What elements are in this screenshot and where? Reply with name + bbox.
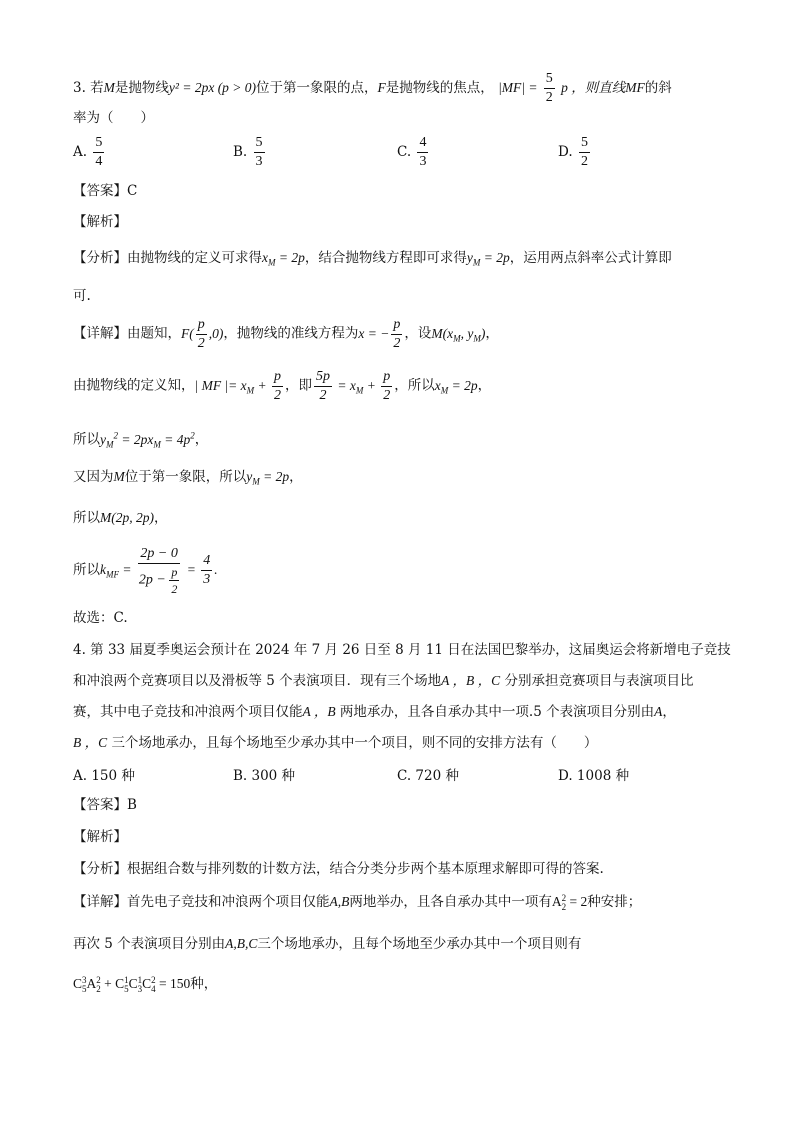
math-M-coords: $M(x_M$, $y_M$) [431,325,486,344]
math-M: M [103,80,115,95]
frac-den: 3 [255,154,263,169]
q3-detail-line-1: 【详解】由题知，F( $\frac{p}{2}$ ,0)，抛物线的准线方程为x = − $\frac{p}{2}$ ，设$M(x_M$, $y_M$)， [73,317,499,351]
frac-num: 5p [314,370,332,387]
math-xM-eq: $x_M = 2p$ [262,250,305,268]
q4-stem-line-4 [73,733,597,753]
math-A22: A 2 2 = 2 [551,892,588,912]
math-AB: A,B [329,894,350,909]
q3-text-1: 是抛物线 [114,80,169,96]
text: 两地举办，且各自承办其中一项有 [349,894,552,910]
math-xM-2p: $x_M = 2p$ [434,377,478,396]
math-F-point: F( $\frac{p}{2}$ ,0) [181,317,224,351]
math-F: F [377,80,386,95]
q3-option-a [73,136,106,169]
frac-den: 2p − $\frac{p}{2}$ [138,564,178,596]
text: ，结合抛物线方程即可求得 [304,250,467,266]
q3-option-d [558,136,592,169]
math-yM-2p: $y_M = 2p$ [246,469,290,487]
q4-stem-line-1: 4. 第 33 届夏季奥运会预计在 2024 年 7 月 26 日至 8 月 11 日在法国巴黎举办，这届奥运会将新增电子竞技 [73,642,731,658]
q3-detail-line-6 [73,544,218,601]
text: 所以 [73,431,100,448]
math-yM-eq: $y_M = 2p$ [466,250,510,268]
math-yM2: $y_M^2 = 2px_M = 4p^2$ [100,430,195,450]
option-fraction [93,136,104,169]
frac-den: 3 [203,572,211,588]
q3-option-c [397,136,430,169]
q4-option-b: B. 300 种 [233,768,296,784]
q3-stem-line-1 [73,72,672,105]
frac [169,566,179,595]
math-directrix: x = − $\frac{p}{2}$ [358,317,401,351]
q3-mf-abs: |MF| = [498,80,538,95]
q3-answer: 【答案】C [73,183,138,199]
q4-stem-line-3: 赛，其中电子竞技和冲浪两个项目仅能A ，B 两地承办，且各自承办其中一项.5 个表演项目分别由A， [73,704,676,720]
text: ，运用两点斜率公式计算即 [509,250,672,266]
frac-den: 2 [274,388,282,403]
frac-den: 2 [383,388,391,403]
q3-parabola-equation: y² = 2px (p > 0) [168,80,257,95]
q4-answer: 【答案】B [73,797,137,813]
q3-prefix: 3. 若 [73,80,104,96]
frac-den: 2 [319,388,327,403]
math-M-point: M(2p, 2p) [100,510,154,525]
text: 两地承办，且各自承办其中一项.5 个表演项目分别由 [339,704,655,720]
q3-fenxi-line-1 [73,248,672,273]
option-label: B. [233,144,248,160]
q3-text-4: p ，则直线 [561,80,626,95]
frac-num: p [381,370,392,387]
text: 【详解】由题知， [73,325,181,342]
text: ，设 [404,325,432,342]
text: 所以 [73,510,100,526]
math-A: A [654,704,663,719]
option-label: C. [397,144,412,160]
frac [391,318,402,351]
q4-fenxi: 【分析】根据组合数与排列数的计数方法，结合分类分步两个基本原理求解即可得的答案. [73,861,604,877]
math-AB: A ，B [302,704,336,719]
frac [381,370,392,403]
text: 和冲浪两个竞赛项目以及滑板等 5 个表演项目．现有三个场地 [73,673,442,689]
q4-detail-line-3 [73,974,217,994]
text: 所以 [73,562,100,578]
q4-detail-line-2 [73,934,581,954]
option-label: D. [558,144,573,160]
math-5p2-eq: $\frac{5p}{2}$ = $x_M$ + $\frac{p}{2}$ [316,369,391,403]
math-count-formula: C 3 5 A 2 2 + C 1 5 C 1 3 C 2 4 = 150 [73,974,191,994]
frac-num: 5 [254,136,265,153]
frac-den: 3 [419,154,427,169]
q3-fraction-5-2 [544,72,555,105]
text: 又因为 [73,469,114,485]
frac [137,547,181,595]
q3-text-2: 位于第一象限的点， [256,80,378,96]
frac-num: p [196,318,207,335]
frac-num: p [272,370,283,387]
text: 三个场地承办，且每个场地至少承办其中一个项目则有 [257,936,582,952]
frac-den: 2 [197,336,205,351]
math-ABC: A,B,C [225,936,258,951]
frac [272,370,283,403]
math-ABC: A ，B ，C [441,673,501,688]
text: 种安排； [587,894,642,910]
q3-analysis-heading: 【解析】 [73,214,127,230]
frac-num: p [391,318,402,335]
q3-detail-line-4: 又因为M位于第一象限，所以$y_M = 2p$， [73,469,303,487]
q4-option-a: A. 150 种 [73,768,135,784]
frac-den: 2 [580,154,588,169]
math-BC: B ，C [73,735,108,750]
option-fraction [579,136,590,169]
frac-num: 5 [579,136,590,153]
q3-detail-line-5: 所以M(2p, 2p)， [73,510,168,526]
frac [314,370,332,403]
frac-num: 5 [544,72,555,89]
q3-stem-line-2: 率为（ ） [73,110,154,126]
frac-den: 2 [171,581,178,596]
text: ，抛物线的准线方程为 [223,325,359,342]
text: 种， [190,976,218,992]
frac-num: 2p − 0 [138,547,179,564]
frac [196,318,207,351]
q4-analysis-heading: 【解析】 [73,829,127,845]
math-MF: MF [625,80,645,95]
text: ，即 [285,377,313,394]
text: 位于第一象限，所以 [124,469,247,485]
math-M: M [113,469,125,484]
q3-fenxi-line-2: 可. [73,288,91,304]
text: ，所以 [394,377,435,394]
frac-den: 2 [393,336,401,351]
q4-detail-line-1 [73,892,641,912]
frac [201,554,212,587]
q4-option-c: C. 720 种 [397,768,459,784]
q3-conclusion: 故选：C. [73,610,128,626]
frac-num: p [171,564,178,579]
text: 由抛物线的定义知， [73,377,195,394]
math-kMF: $k_{MF}$ = 2p − 0 2p − $\frac{p}{2}$ = $\frac{4}{3}$ . [100,545,218,596]
q4-option-d: D. 1008 种 [558,768,630,784]
frac-den: 2 [545,90,553,105]
text: 【详解】首先电子竞技和冲浪两个项目仅能 [73,894,330,910]
option-fraction [254,136,265,169]
text: 分别承担竞赛项目与表演项目比 [504,673,694,689]
q3-text-5: 的斜 [644,80,672,96]
q3-option-b [233,136,267,169]
text: 赛，其中电子竞技和冲浪两个项目仅能 [73,704,303,720]
text: 三个场地承办，且每个场地至少承办其中一个项目，则不同的安排方法有（ ） [111,735,598,751]
frac-num: 4 [201,554,212,571]
frac-den: 4 [95,154,103,169]
frac-num: 4 [417,136,428,153]
frac-num: 5 [93,136,104,153]
text: 【分析】由抛物线的定义可求得 [73,250,262,266]
q3-detail-line-2: 由抛物线的定义知，| MF |= $x_M$ + $\frac{p}{2}$ ，即 $\frac{5p}{2}$ = $x_M$ + $\frac{p}{2}$ ，所以$x_M = 2p$， [73,369,492,403]
q3-text-3: 是抛物线的焦点， [385,80,494,96]
text: 再次 5 个表演项目分别由 [73,936,226,952]
q3-detail-line-3: 所以$y_M^2 = 2px_M = 4p^2$， [73,430,209,450]
option-fraction [417,136,428,169]
q4-stem-line-2 [73,671,693,691]
math-mf-def: | MF |= $x_M$ + $\frac{p}{2}$ [194,369,282,403]
option-label: A. [73,144,88,160]
